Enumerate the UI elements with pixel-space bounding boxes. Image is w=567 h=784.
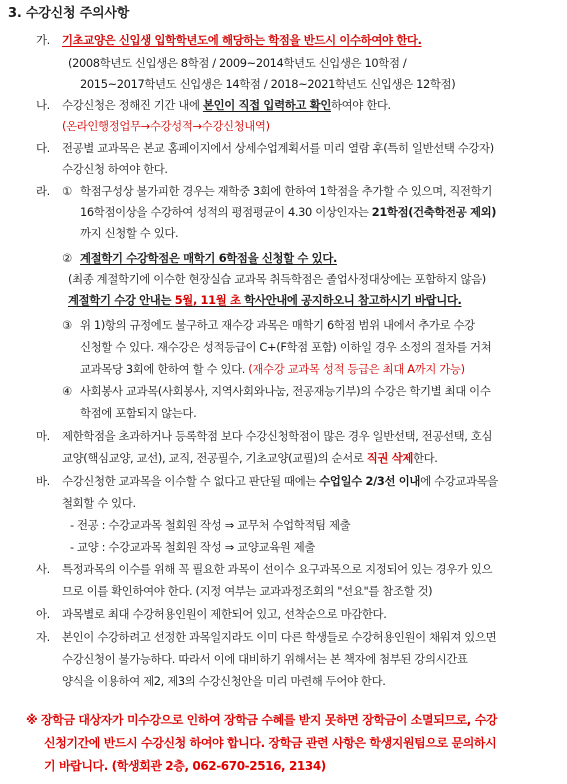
ra-text: 위 1)항의 규정에도 불구하고 재수강 과목은 매학기 6학점 범위 내에서 추가로 수강: [80, 318, 475, 332]
da-text: 전공별 교과목은 본교 홈페이지에서 상세수업계획서를 미리 열람 후(특히 일반선택 수강자): [62, 141, 494, 155]
ja-text: 본인이 수강하려고 선정한 과목일지라도 이미 다른 학생들로 수강허용인원이 채워져 있으면: [62, 630, 497, 644]
ra-text: (최종 계절학기에 이수한 현장실습 교과목 취득학점은 졸업사정대상에는 포함하지 않음): [68, 272, 486, 286]
ba-text: 수강신청한 교과목을 이수할 수 없다고 판단될 때에는 수업일수 2/3선 이내에 수강교과목을: [62, 474, 498, 488]
item-marker: 가.: [36, 33, 50, 47]
item-marker: 자.: [36, 630, 50, 644]
item-marker: 아.: [36, 607, 50, 621]
ga-detail: 2015~2017학년도 신입생은 14학점 / 2018~2021학년도 신입생은 12학점): [80, 77, 456, 91]
ra-text: 계절학기 수강 안내는 5월, 11월 초 학사안내에 공지하오니 참고하시기 바랍니다.: [68, 293, 462, 307]
notice-text: 기 바랍니다. (학생회관 2층, 062-670-2516, 2134): [44, 759, 326, 773]
na-text: 수강신청은 정해진 기간 내에 본인이 직접 입력하고 확인하여야 한다.: [62, 98, 391, 112]
ra-text: 학점에 포함되지 않는다.: [80, 406, 197, 420]
ra-num: ③: [62, 318, 72, 332]
ba-sub: - 교양 : 수강교과목 철회원 작성 ⇒ 교양교육원 제출: [70, 540, 316, 554]
ra-text: 사회봉사 교과목(사회봉사, 지역사회와나눔, 전공재능기부)의 수강은 학기별 최대 이수: [80, 384, 491, 398]
notice-text: ※ 장학금 대상자가 미수강으로 인하여 장학금 수혜를 받지 못하면 장학금이 소멸되므로, 수강: [26, 713, 498, 727]
na-path: (온라인행정업무→수강성적→수강신청내역): [62, 119, 270, 133]
ga-text: 기초교양은 신입생 입학학년도에 해당하는 학점을 반드시 이수하여야 한다.: [62, 33, 422, 47]
ra-num: ②: [62, 251, 72, 265]
item-marker: 사.: [36, 562, 50, 576]
ra-text: 교과목당 3회에 한하여 할 수 있다. (재수강 교과목 성적 등급은 최대 A까지 가능): [80, 362, 465, 376]
item-marker: 다.: [36, 141, 50, 155]
ra-text: 계절학기 수강학점은 매학기 6학점을 신청할 수 있다.: [80, 251, 337, 265]
item-marker: 라.: [36, 184, 50, 198]
ra-num: ④: [62, 384, 72, 398]
ja-text: 양식을 이용하여 제2, 제3의 수강신청안을 미리 마련해 두어야 한다.: [62, 674, 386, 688]
sa-text: 특정과목의 이수를 위해 꼭 필요한 과목이 선이수 요구과목으로 지정되어 있는 경우가 있으: [62, 562, 493, 576]
ga-detail: (2008학년도 신입생은 8학점 / 2009~2014학년도 신입생은 10학점 /: [68, 56, 407, 70]
ba-text: 철회할 수 있다.: [62, 496, 136, 510]
section-title: 3. 수강신청 주의사항: [8, 6, 130, 21]
da-text: 수강신청 하여야 한다.: [62, 162, 168, 176]
ja-text: 수강신청이 불가능하다. 따라서 이에 대비하기 위해서는 본 책자에 첨부된 강의시간표: [62, 652, 468, 666]
ra-text: 학점구성상 불가피한 경우는 재학중 3회에 한하여 1학점을 추가할 수 있으며, 직전학기: [80, 184, 492, 198]
notice-text: 신청기간에 반드시 수강신청 하여야 합니다. 장학금 관련 사항은 학생지원팀으로 문의하시: [44, 736, 497, 750]
a-text: 과목별로 최대 수강허용인원이 제한되어 있고, 선착순으로 마감한다.: [62, 607, 387, 621]
ra-num: ①: [62, 184, 72, 198]
item-marker: 바.: [36, 474, 50, 488]
ra-text: 까지 신청할 수 있다.: [80, 226, 179, 240]
ra-text: 16학점이상을 수강하여 성적의 평점평균이 4.30 이상인자는 21학점(건축학전공 제외): [80, 205, 497, 219]
ma-text: 제한학점을 초과하거나 등록학점 보다 수강신청학점이 많은 경우 일반선택, 전공선택, 호심: [62, 429, 493, 443]
ba-sub: - 전공 : 수강교과목 철회원 작성 ⇒ 교무처 수업학적팀 제출: [70, 518, 351, 532]
ma-text: 교양(핵심교양, 교선), 교직, 전공필수, 기초교양(교필)의 순서로 직권 삭제한다.: [62, 451, 438, 465]
item-marker: 나.: [36, 98, 50, 112]
ra-text: 신청할 수 있다. 재수강은 성적등급이 C+(F학점 포함) 이하일 경우 소정의 절차를 거쳐: [80, 340, 492, 354]
sa-text: 므로 이를 확인하여야 한다. (지정 여부는 교과과정조회의 "선요"를 참조할 것): [62, 584, 433, 598]
item-marker: 마.: [36, 429, 50, 443]
